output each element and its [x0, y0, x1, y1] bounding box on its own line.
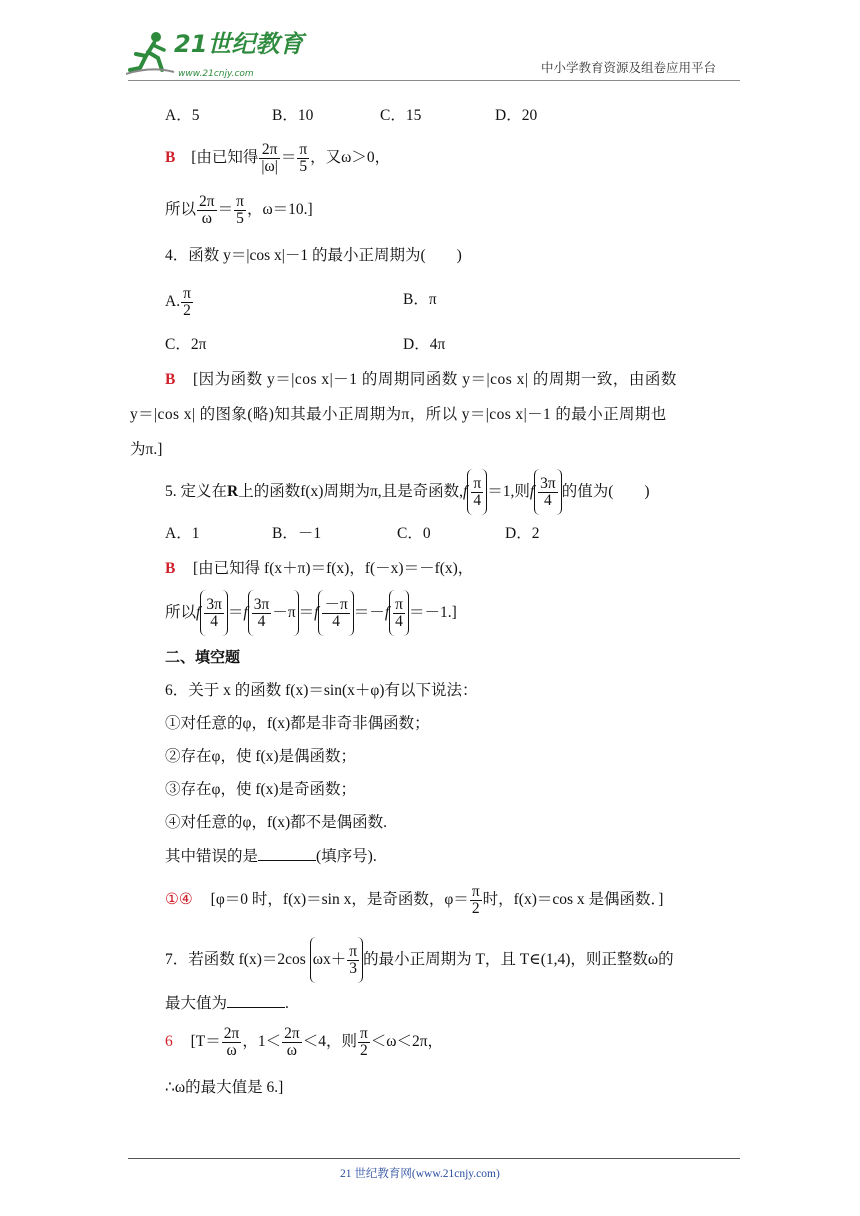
logo-text: 21世纪教育 — [174, 30, 304, 58]
q6-explanation — [165, 882, 663, 918]
q3-frac4-den: 5 — [236, 209, 244, 227]
q6-exp-frac-den: 2 — [471, 899, 480, 917]
runner-logo-icon — [126, 30, 176, 76]
q5-stem — [165, 469, 650, 515]
q7-stem-line2 — [165, 993, 289, 1014]
q5-option-a: A．1 — [165, 525, 200, 542]
q5-e1-eq: ＝ — [227, 604, 244, 621]
q6-ask — [165, 846, 377, 867]
q7-exp-c: ＜4，则 — [302, 1033, 357, 1050]
q5-e2-paren — [248, 590, 299, 636]
q3-frac4-num: π — [236, 192, 244, 210]
q7-stem-c: 最大值为 — [165, 995, 228, 1012]
q6-exp-frac — [470, 884, 482, 917]
q5-option-b: B．－1 — [272, 525, 322, 542]
q3-frac3-den: ω — [201, 209, 212, 227]
q5-p2-den: 4 — [544, 492, 552, 510]
q3-frac1 — [259, 142, 279, 175]
q4-stem: 4．函数 y＝|cos x|－1 的最小正周期为( ) — [165, 247, 462, 264]
q5-p1-den: 4 — [473, 492, 482, 510]
q7-exp-f1 — [222, 1026, 242, 1059]
q5-stem-c: f(x)周期为π,且是奇函数, — [300, 483, 464, 500]
q6-exp-frac-num: π — [471, 882, 480, 900]
q7-paren-frac-den: 3 — [349, 960, 358, 978]
q3-eq1: ＝ — [280, 149, 297, 166]
q5-e1-f: f — [196, 604, 201, 621]
q7-exp-a: [T＝ — [190, 1033, 221, 1050]
q3-frac3 — [197, 194, 217, 227]
q5-e2-num: 3π — [253, 596, 270, 614]
q5-e1 — [204, 597, 224, 630]
q5-paren2 — [534, 469, 562, 515]
q7-exp-b: ，1＜ — [242, 1033, 282, 1050]
q4-option-d: D．4π — [403, 336, 446, 353]
q5-e1-num: 3π — [206, 596, 222, 614]
q6-item-2: ②存在φ，使 f(x)是偶函数； — [165, 748, 357, 765]
q6-exp-b: 时，f(x)＝cos x 是偶函数．] — [482, 891, 664, 908]
q3-option-d: D．20 — [495, 107, 538, 124]
q4-answer-letter: B — [165, 371, 176, 388]
q5-e4-num: π — [395, 596, 403, 614]
q7-paren-frac-num: π — [349, 943, 358, 961]
q5-e3-neg: ＝－ — [353, 604, 385, 621]
q4-exp-line1: [因为函数 y＝|cos x|－1 的周期同函数 y＝|cos x| 的周期一致，由函数 — [193, 371, 677, 388]
header-logo — [126, 30, 304, 79]
q7-exp-f1-den: ω — [226, 1041, 237, 1059]
q3-eq2: ＝ — [217, 201, 234, 218]
q6-answer: ①④ — [165, 891, 193, 908]
platform-title: 中小学教育资源及组卷应用平台 — [541, 60, 717, 75]
q5-e1-den: 4 — [210, 613, 218, 631]
footer-rule — [128, 1158, 740, 1159]
q3-option-c: C．15 — [380, 107, 422, 124]
q5-f2: f — [529, 483, 535, 500]
q7-stem-d: . — [285, 995, 289, 1012]
q5-e4-paren — [389, 590, 409, 636]
q6-exp-a: [φ＝0 时，f(x)＝sin x，是奇函数，φ＝ — [210, 891, 469, 908]
q5-p2-num: 3π — [540, 475, 556, 493]
q5-exp-line2 — [165, 590, 457, 636]
q4-option-a-den: 2 — [183, 301, 191, 319]
q7-answer: 6 — [165, 1033, 173, 1050]
q5-e4-f: f — [384, 604, 390, 621]
q3-exp-text-b: ，又ω＞0， — [310, 149, 391, 166]
q6-item-1: ①对任意的φ，f(x)都是非奇非偶函数； — [165, 715, 430, 732]
q7-stem-b: 的最小正周期为 T，且 T∈(1,4)，则正整数ω的 — [363, 951, 674, 968]
q6-item-3: ③存在φ，使 f(x)是奇函数； — [165, 781, 357, 798]
q3-explanation-line1 — [165, 140, 390, 176]
q3-answer-letter: B — [165, 149, 176, 166]
q7-exp-d: ＜ω＜2π， — [370, 1033, 444, 1050]
q7-stem — [165, 937, 674, 983]
q4-exp-line2: y＝|cos x| 的图象(略)知其最小正周期为π，所以 y＝|cos x|－1 的最小正周期也 — [130, 406, 667, 423]
q3-frac2-num: π — [299, 140, 308, 158]
q5-stem-e: 的值为( ) — [561, 483, 650, 500]
q4-option-c: C．2π — [165, 336, 207, 353]
q5-tail: ＝－1.] — [408, 604, 457, 621]
q3-option-b: B．10 — [272, 107, 314, 124]
q6-blank — [258, 846, 316, 861]
q3-frac4 — [234, 194, 246, 227]
q5-e4 — [393, 597, 405, 630]
q5-e2-f: f — [243, 604, 248, 621]
q5-stem-b: 上的函数 — [238, 483, 301, 500]
q5-p2 — [538, 476, 558, 509]
q7-paren — [310, 937, 363, 983]
q5-stem-a: 5. 定义在 — [165, 483, 228, 500]
q7-paren-frac — [347, 944, 359, 977]
q5-exp2-a: 所以 — [165, 604, 197, 621]
q5-stem-R: R — [227, 483, 239, 500]
q4-option-b: B．π — [403, 291, 437, 308]
q5-e2-eq: ＝ — [298, 604, 315, 621]
q5-e3 — [322, 597, 349, 630]
q3-frac2-den: 5 — [299, 157, 308, 175]
header-rule — [128, 80, 740, 81]
q6-ask-b: (填序号). — [316, 848, 377, 865]
q5-e2 — [252, 597, 272, 630]
q7-exp-f3-num: π — [359, 1024, 368, 1042]
q6-ask-a: 其中错误的是 — [165, 848, 259, 865]
q7-explanation — [165, 1024, 443, 1060]
q6-item-4: ④对任意的φ，f(x)都不是偶函数. — [165, 814, 388, 831]
q5-answer-letter: B — [165, 560, 176, 577]
q3-frac3-num: 2π — [199, 192, 215, 210]
q7-exp-f1-num: 2π — [223, 1024, 240, 1042]
q3-exp-text-a: [由已知得 — [191, 149, 259, 166]
q3-frac2 — [297, 142, 309, 175]
section-title-fill-in: 二、填空题 — [165, 648, 241, 666]
q7-exp-f3-den: 2 — [359, 1041, 368, 1059]
q4-option-a-frac — [181, 286, 193, 319]
q7-exp-f2-den: ω — [286, 1041, 297, 1059]
q5-e3-den: 4 — [332, 613, 340, 631]
q5-paren1 — [467, 469, 487, 515]
q5-stem-d: ＝1,则 — [487, 483, 530, 500]
q3-explanation-line2 — [165, 192, 313, 228]
q4-option-a-label: A. — [165, 293, 181, 310]
q5-e2-den: 4 — [257, 613, 266, 631]
q7-blank — [227, 993, 285, 1008]
q5-e3-num: －π — [324, 596, 348, 614]
q3-frac1-den: |ω| — [261, 157, 278, 175]
q3-option-a: A．5 — [165, 107, 200, 124]
q5-p1 — [471, 476, 483, 509]
q5-e3-paren — [318, 590, 353, 636]
q5-option-c: C．0 — [397, 525, 431, 542]
q4-exp-line3: 为π.] — [130, 441, 163, 458]
q5-p1-num: π — [473, 475, 482, 493]
q5-exp-line1: [由已知得 f(x＋π)＝f(x)，f(－x)＝－f(x)， — [193, 560, 474, 577]
q7-exp-f3 — [358, 1026, 370, 1059]
q3-frac1-num: 2π — [259, 142, 279, 159]
q5-f1: f — [463, 483, 468, 500]
q7-stem-a: 7．若函数 f(x)＝2cos — [165, 951, 306, 968]
logo-url: www.21cnjy.com — [178, 69, 254, 79]
q5-e3-f: f — [314, 604, 319, 621]
q4-option-a — [165, 284, 194, 320]
footer-text[interactable]: 21 世纪教育网(www.21cnjy.com) — [340, 1168, 500, 1180]
q7-exp-f2-num: 2π — [284, 1024, 300, 1042]
q7-exp-line2: ∴ω的最大值是 6.] — [165, 1079, 284, 1096]
q7-paren-a: ωx＋ — [312, 951, 347, 969]
q5-e2-tail: －π — [272, 604, 296, 622]
q5-e4-den: 4 — [395, 613, 403, 631]
q5-e1-paren — [200, 590, 228, 636]
q3-exp-text-d: ，ω＝10.] — [246, 201, 313, 218]
q6-stem: 6．关于 x 的函数 f(x)＝sin(x＋φ)有以下说法： — [165, 682, 478, 699]
q7-exp-f2 — [282, 1026, 302, 1059]
q3-exp-text-c: 所以 — [165, 201, 197, 218]
q5-option-d: D．2 — [505, 525, 540, 542]
q4-option-a-num: π — [183, 284, 191, 302]
